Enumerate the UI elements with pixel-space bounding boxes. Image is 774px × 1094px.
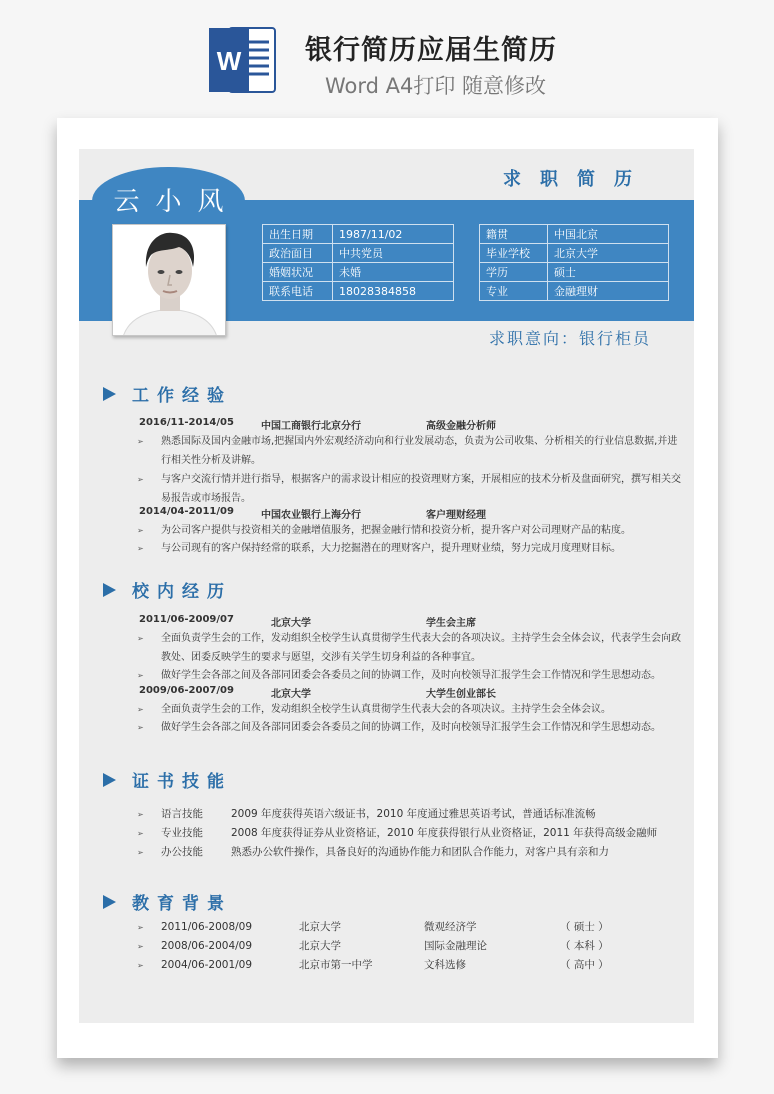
campus-bullet: ➢ 全面负责学生会的工作，发动组织全校学生认真贯彻学生代表大会的各项决议。主持学生会全体会议，代表学生会向政教处、团委反映学生的要求与愿望，交涉有关学生切身利益的各种事宜。	[137, 629, 682, 667]
info-row-degree: 学历 硕士	[480, 263, 669, 282]
job-bullet: ➢ 为公司客户提供与投资相关的金融增值服务，把握金融行情和投资分析，提升客户对公司理财产品的粘度。	[137, 521, 682, 540]
info-row-politics: 政治面目 中共党员	[263, 244, 454, 263]
campus-bullet: ➢ 做好学生会各部之间及各部同团委会各委员之间的协调工作，及时向校领导汇报学生会工作情况和学生思想动态。	[137, 718, 682, 737]
triangle-icon	[103, 387, 116, 401]
section-campus: 校内经历	[103, 577, 232, 602]
campus-bullet: ➢ 全面负责学生会的工作，发动组织全校学生认真贯彻学生代表大会的各项决议。主持学生会全体会议。	[137, 700, 682, 719]
page-subtitle: Word A4打印 随意修改	[325, 74, 547, 98]
job-bullet: ➢ 与客户交流行情并进行指导，根据客户的需求设计相应的投资理财方案，开展相应的技术分析及盘面研究，撰写相关交易报告或市场报告。	[137, 470, 682, 508]
info-row-major: 专业 金融理财	[480, 282, 669, 301]
info-row-marital: 婚姻状况 未婚	[263, 263, 454, 282]
triangle-icon	[103, 583, 116, 597]
page-title: 银行简历应届生简历	[305, 35, 557, 66]
job-bullet: ➢ 熟悉国际及国内金融市场,把握国内外宏观经济动向和行业发展动态，负责为公司收集、分析相关的行业信息数据,并进行相关性分析及讲解。	[137, 432, 682, 470]
section-work: 工作经验	[103, 381, 232, 406]
avatar-icon	[113, 225, 226, 336]
candidate-name: 云小风	[113, 187, 240, 217]
word-icon	[207, 24, 279, 96]
personal-info-table-right	[479, 224, 669, 301]
triangle-icon	[103, 895, 116, 909]
job-bullet: ➢ 与公司现有的客户保持经常的联系，大力挖掘潜在的理财客户，提升理财业绩，努力完成月度理财目标。	[137, 539, 682, 558]
info-row-hometown: 籍贯 中国北京	[480, 225, 669, 244]
resume-paper	[57, 118, 718, 1058]
triangle-icon	[103, 773, 116, 787]
svg-text:W: W	[216, 46, 242, 76]
section-education: 教育背景	[103, 889, 232, 914]
personal-info-table-left	[262, 224, 454, 301]
job-intent: 求职意向：银行柜员	[489, 329, 652, 348]
section-skills: 证书技能	[103, 767, 232, 792]
resume-body: 云小风 求职简历 出生日期 1987/11/02 政治面目 中共党员 婚姻状况 未婚 联系电话 18028384858 籍贯 中国北京 毕业学校 北京大学 学历 硕士 专业 金融理财 求职意向：银行柜员 工作经验 2016/11-2014/05 中国工商银行北京分行 高级金融分析师 ➢ 熟悉国际及国内金融市场,把握国内外宏观经济动向和行业发展动态，负责为公司收集、分析相关的行业信息数据,并进行相关性分析及讲解。 ➢ 与客户交流行情并进行指导，根据客户的需求设计相应的投资理财方案，开展相应的技术分析及盘面研究，撰写相关交易报告或市场报告。 2014/04-2011/09 中国农业银行上海分行 客户理财经理 ➢ 为公司客户提供与投资相关的金融增值服务，把握金融行情和投资分析，提升客户对公司理财产品的粘度。 ➢ 与公司现有的客户保持经常的联系，大力挖掘潜在的理财客户，提升理财业绩，努力完成月度理财目标。 校内经历 2011/06-2009/07 北京大学 学生会主席 ➢ 全面负责学生会的工作，发动组织全校学生认真贯彻学生代表大会的各项决议。主持学生会全体会议，代表学生会向政教处、团委反映学生的要求与愿望，交涉有关学生切身利益的各种事宜。 ➢ 做好学生会各部之间及各部同团委会各委员之间的协调工作，及时向校领导汇报学生会工作情况和学生思想动态。 2009/06-2007/09 北京大学 大学生创业部长 ➢ 全面负责学生会的工作，发动组织全校学生认真贯彻学生代表大会的各项决议。主持学生会全体会议。 ➢ 做好学生会各部之间及各部同团委会各委员之间的协调工作，及时向校领导汇报学生会工作情况和学生思想动态。 证书技能 语言技能 2009 年度获得英语六级证书，2010 年度通过雅思英语考试，普通话标准流畅 专业技能 2008 年度获得证券从业资格证，2010 年度获得银行从业资格证，2011 年获得高级金融师 办公技能 熟悉办公软件操作，具备良好的沟通协作能力和团队合作能力，对客户具有亲和力 教育背景 2011/06-2008/09 北京大学 微观经济学 （ 硕士 ） 2008/06-2004/09 北京大学 国际金融理论 （ 本科 ） 2004/06-2001/09 北京市第一中学 文科选修 （ 高中 ）	[79, 149, 694, 1023]
info-row-birth: 出生日期 1987/11/02	[263, 225, 454, 244]
name-tab	[92, 167, 245, 231]
resume-title: 求职简历	[503, 169, 651, 190]
campus-bullet: ➢ 做好学生会各部之间及各部同团委会各委员之间的协调工作，及时向校领导汇报学生会工作情况和学生思想动态。	[137, 666, 682, 685]
info-row-phone: 联系电话 18028384858	[263, 282, 454, 301]
info-row-school: 毕业学校 北京大学	[480, 244, 669, 263]
page-header	[0, 0, 774, 118]
profile-photo	[112, 224, 226, 336]
